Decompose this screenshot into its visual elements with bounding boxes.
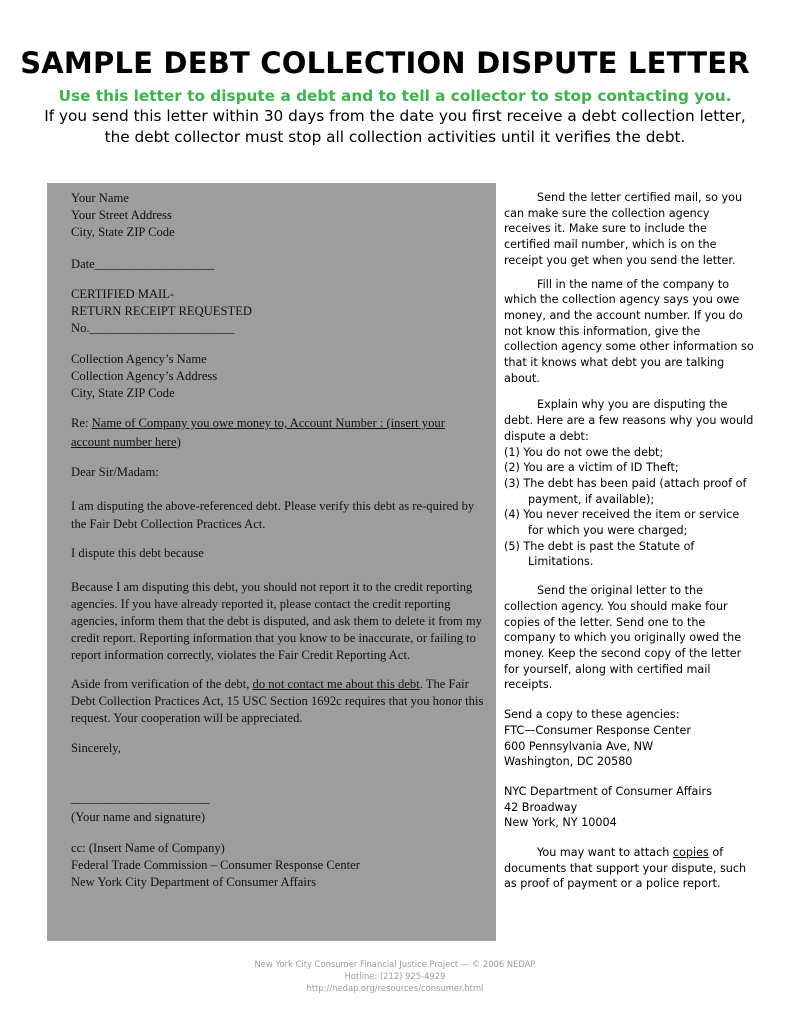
- agencies-heading: Send a copy to these agencies:: [504, 708, 680, 722]
- certified-number: No._______________________: [71, 321, 235, 335]
- sender-name: Your Name: [71, 191, 129, 205]
- footer-credit: New York City Consumer Financial Justice Project — © 2006 NEDAP: [254, 959, 536, 969]
- list-item: (1) You do not owe the debt;: [504, 445, 664, 459]
- no-contact-prefix: Aside from verification of the debt,: [71, 677, 253, 691]
- recipient-name: Collection Agency’s Name: [71, 352, 207, 366]
- sample-letter-panel: [47, 183, 496, 941]
- list-item: (5) The debt is past the Statute of Limitations.: [504, 539, 695, 569]
- paragraph-dispute-reason: I dispute this debt because: [71, 546, 204, 560]
- page-title: SAMPLE DEBT COLLECTION DISPUTE LETTER: [20, 46, 750, 80]
- certified-mail: CERTIFIED MAIL-: [71, 287, 175, 301]
- sender-city: City, State ZIP Code: [71, 225, 175, 239]
- no-contact-suffix: . The Fair Debt Collection Practices Act, 15 USC Section 1692c requires that you honor this request. Your cooperation will be appreciated.: [71, 677, 484, 725]
- list-item: (4) You never received the item or service for which you were charged;: [504, 508, 740, 538]
- paragraph-no-contact: [71, 676, 486, 727]
- instructions-sidebar: [504, 190, 754, 892]
- footer-hotline: Hotline: (212) 925-4929: [344, 971, 446, 981]
- tip-company-name: Fill in the name of the company to which the collection agency says you owe money, and the account number. If you do not know this information, give the collection agency some other information so that it knows what debt you are talking about.: [504, 277, 754, 385]
- salutation: Dear Sir/Madam:: [71, 465, 159, 479]
- re-prefix: Re:: [71, 416, 92, 430]
- attach-copies: copies: [672, 846, 709, 860]
- signature-label: (Your name and signature): [71, 810, 206, 824]
- tip-copies: Send the original letter to the collection agency. You should make four copies of the letter. Send one to the company to which you originally owed the money. Keep the second copy of the letter for yourself, along with certified mail receipts.: [504, 584, 742, 692]
- return-receipt: RETURN RECEIPT REQUESTED: [71, 304, 252, 318]
- cc-nyc-dca: New York City Department of Consumer Affairs: [71, 875, 316, 889]
- attach-prefix: You may want to attach: [537, 846, 673, 860]
- ftc-city: Washington, DC 20580: [504, 755, 633, 769]
- paragraph-credit-reporting: Because I am disputing this debt, you should not report it to the credit reporting agencies. If you have already reported it, please contact the credit reporting agencies, inform them that the debt is disputed, and ask them to delete it from my credit report. Reporting information that you know to be inaccurate, or failing to report information correctly, violates the Fair Credit Reporting Act.: [71, 580, 482, 662]
- ftc-street: 600 Pennsylvania Ave, NW: [504, 739, 654, 753]
- footer-url: http://nedap.org/resources/consumer.html: [306, 983, 484, 993]
- no-contact-request: do not contact me about this debt: [252, 677, 420, 691]
- cc-company: cc: (Insert Name of Company): [71, 841, 225, 855]
- tip-certified-mail: Send the letter certified mail, so you can make sure the collection agency receives it. Make sure to include the certified mail number, which is on the receipt you get when you send the letter.: [504, 191, 743, 267]
- signature-line: ______________________: [71, 791, 210, 805]
- re-line: [71, 414, 486, 452]
- closing: Sincerely,: [71, 741, 121, 755]
- cc-ftc: Federal Trade Commission – Consumer Response Center: [71, 858, 360, 872]
- list-item: (3) The debt has been paid (attach proof of payment, if available);: [504, 476, 747, 506]
- page-subtitle: Use this letter to dispute a debt and to tell a collector to stop contacting you.: [58, 87, 732, 105]
- recipient-city: City, State ZIP Code: [71, 386, 175, 400]
- dca-name: NYC Department of Consumer Affairs: [504, 784, 712, 798]
- sender-street: Your Street Address: [71, 208, 172, 222]
- intro-text: If you send this letter within 30 days from the date you first receive a debt collection letter, the debt collector must stop all collection activities until it verifies the debt.: [44, 107, 746, 146]
- paragraph-verify: I am disputing the above-referenced debt. Please verify this debt as re-quired by the Fair Debt Collection Practices Act.: [71, 499, 475, 531]
- tip-dispute-reasons: Explain why you are disputing the debt. Here are a few reasons why you would dispute a debt:: [504, 398, 754, 443]
- sample-letter: [71, 190, 486, 891]
- list-item: (2) You are a victim of ID Theft;: [504, 461, 679, 475]
- recipient-address: Collection Agency’s Address: [71, 369, 218, 383]
- tip-attach-documents: [504, 845, 754, 892]
- re-account-reference: Name of Company you owe money to, Account Number : (insert your account number here: [71, 416, 445, 449]
- dca-street: 42 Broadway: [504, 800, 578, 814]
- re-suffix: ): [176, 435, 181, 449]
- ftc-name: FTC—Consumer Response Center: [504, 723, 691, 737]
- page-footer: [0, 958, 790, 994]
- attach-suffix: of documents that support your dispute, such as proof of payment or a police report.: [504, 846, 747, 891]
- dca-city: New York, NY 10004: [504, 816, 617, 830]
- reasons-list: [504, 445, 754, 571]
- date-line: Date___________________: [71, 257, 215, 271]
